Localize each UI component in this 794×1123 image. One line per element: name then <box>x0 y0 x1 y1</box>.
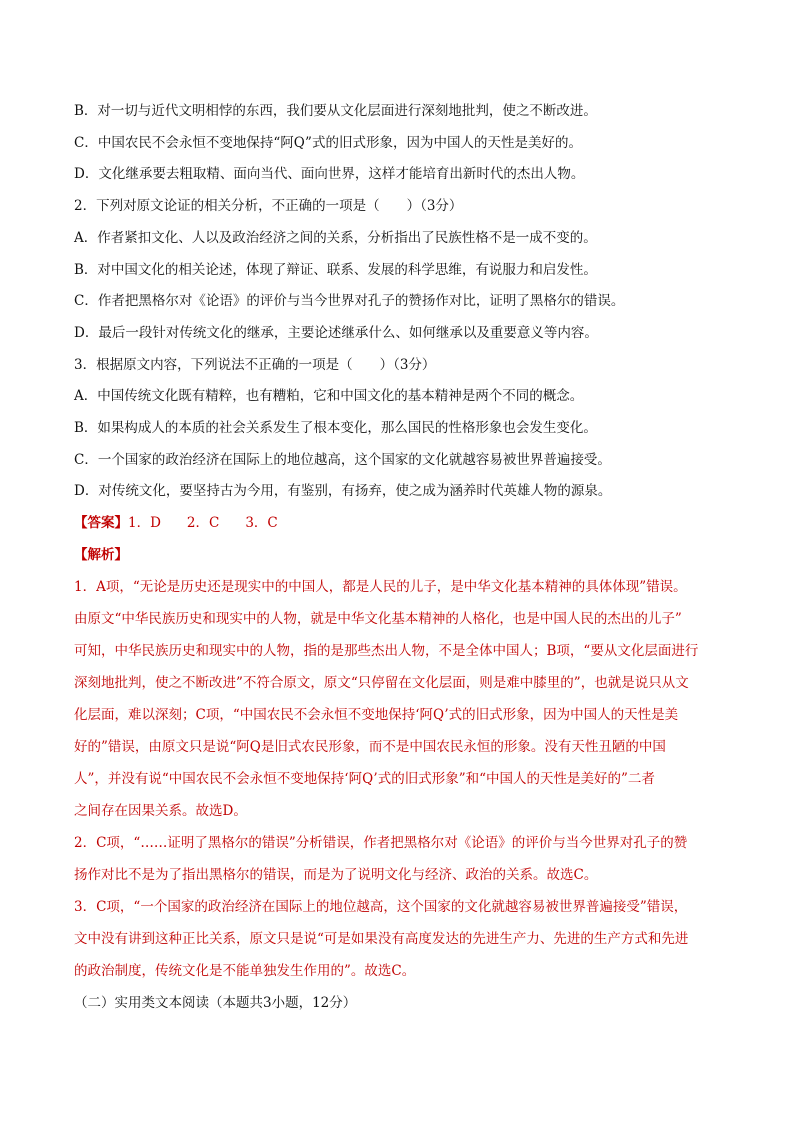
analysis-line: 3．C项，“一个国家的政治经济在国际上的地位越高，这个国家的文化就越容易被世界普遍接受”错误， <box>74 899 688 915</box>
q2-stem: 2．下列对原文论证的相关分析，不正确的一项是（ ）（3分） <box>74 198 463 214</box>
q3-stem: 3．根据原文内容，下列说法不正确的一项是（ ）（3分） <box>74 357 436 373</box>
q2-option-a: A．作者紧扣文化、人以及政治经济之间的关系，分析指出了民族性格不是一成不变的。 <box>74 230 597 246</box>
q1-option-c: C．中国农民不会永恒不变地保持“阿Q”式的旧式形象，因为中国人的天性是美好的。 <box>74 135 582 151</box>
answer-line <box>74 513 278 533</box>
q2-option-b: B．对中国文化的相关论述，体现了辩证、联系、发展的科学思维，有说服力和启发性。 <box>74 262 597 278</box>
q3-option-c: C．一个国家的政治经济在国际上的地位越高，这个国家的文化就越容易被世界普遍接受。 <box>74 452 611 468</box>
analysis-line: 之间存在因果关系。故选D。 <box>74 803 247 819</box>
analysis-line: 的政治制度，传统文化是不能单独发生作用的”。故选C。 <box>74 963 416 979</box>
analysis-line: 文中没有讲到这种正比关系，原文只是说“可是如果没有高度发达的先进生产力、先进的生产方式和先进 <box>74 931 689 947</box>
analysis-label: 【解析】 <box>74 547 128 563</box>
analysis-line: 深刻地批判，使之不断改进”不符合原文，原文“只停留在文化层面，则是难中膝里的”，也就是说只从文 <box>74 675 689 691</box>
analysis-line: 2．C项，“……证明了黑格尔的错误”分析错误，作者把黑格尔对《论语》的评价与当今世界对孔子的赞 <box>74 835 688 851</box>
answer-item-2: 2．C <box>186 515 220 531</box>
answer-item-3: 3．C <box>245 515 278 531</box>
analysis-line: 好的”错误，由原文只是说“阿Q是旧式农民形象，而不是中国农民永恒的形象。没有天性丑陋的中国 <box>74 739 666 755</box>
section-heading: （二）实用类文本阅读（本题共3小题，12分） <box>74 995 357 1011</box>
q2-option-c: C．作者把黑格尔对《论语》的评价与当今世界对孔子的赞扬作对比，证明了黑格尔的错误。 <box>74 293 625 309</box>
q3-option-d: D．对传统文化，要坚持古为今用，有鉴别，有扬弃，使之成为涵养时代英雄人物的源泉。 <box>74 483 612 499</box>
analysis-line: 由原文“中华民族历史和现实中的人物，就是中华文化基本精神的人格化，也是中国人民的杰出的儿子” <box>74 611 682 627</box>
analysis-line: 人”，并没有说“中国农民不会永恒不变地保持‘阿Q’式的旧式形象”和“中国人的天性是美好的”二者 <box>74 771 655 787</box>
analysis-line: 可知，中华民族历史和现实中的人物，指的是那些杰出人物，不是全体中国人；B项，“要从文化层面进行 <box>74 643 699 659</box>
q1-option-b: B．对一切与近代文明相悖的东西，我们要从文化层面进行深刻地批判，使之不断改进。 <box>74 103 597 119</box>
analysis-line: 化层面，难以深刻；C项，“中国农民不会永恒不变地保持‘阿Q’式的旧式形象，因为中国人的天性是美 <box>74 707 679 723</box>
q3-option-b: B．如果构成人的本质的社会关系发生了根本变化，那么国民的性格形象也会发生变化。 <box>74 420 597 436</box>
q2-option-d: D．最后一段针对传统文化的继承，主要论述继承什么、如何继承以及重要意义等内容。 <box>74 325 598 341</box>
analysis-line: 1．A项，“无论是历史还是现实中的中国人，都是人民的儿子，是中华文化基本精神的具体体现”错误。 <box>74 579 687 595</box>
q1-option-d: D．文化继承要去粗取精、面向当代、面向世界，这样才能培育出新时代的杰出人物。 <box>74 166 585 182</box>
answer-label: 【答案】 <box>74 515 128 531</box>
answer-item-1: 1．D <box>128 515 161 531</box>
analysis-line: 扬作对比不是为了指出黑格尔的错误，而是为了说明文化与经济、政治的关系。故选C。 <box>74 867 598 883</box>
q3-option-a: A．中国传统文化既有精粹，也有糟粕，它和中国文化的基本精神是两个不同的概念。 <box>74 388 584 404</box>
